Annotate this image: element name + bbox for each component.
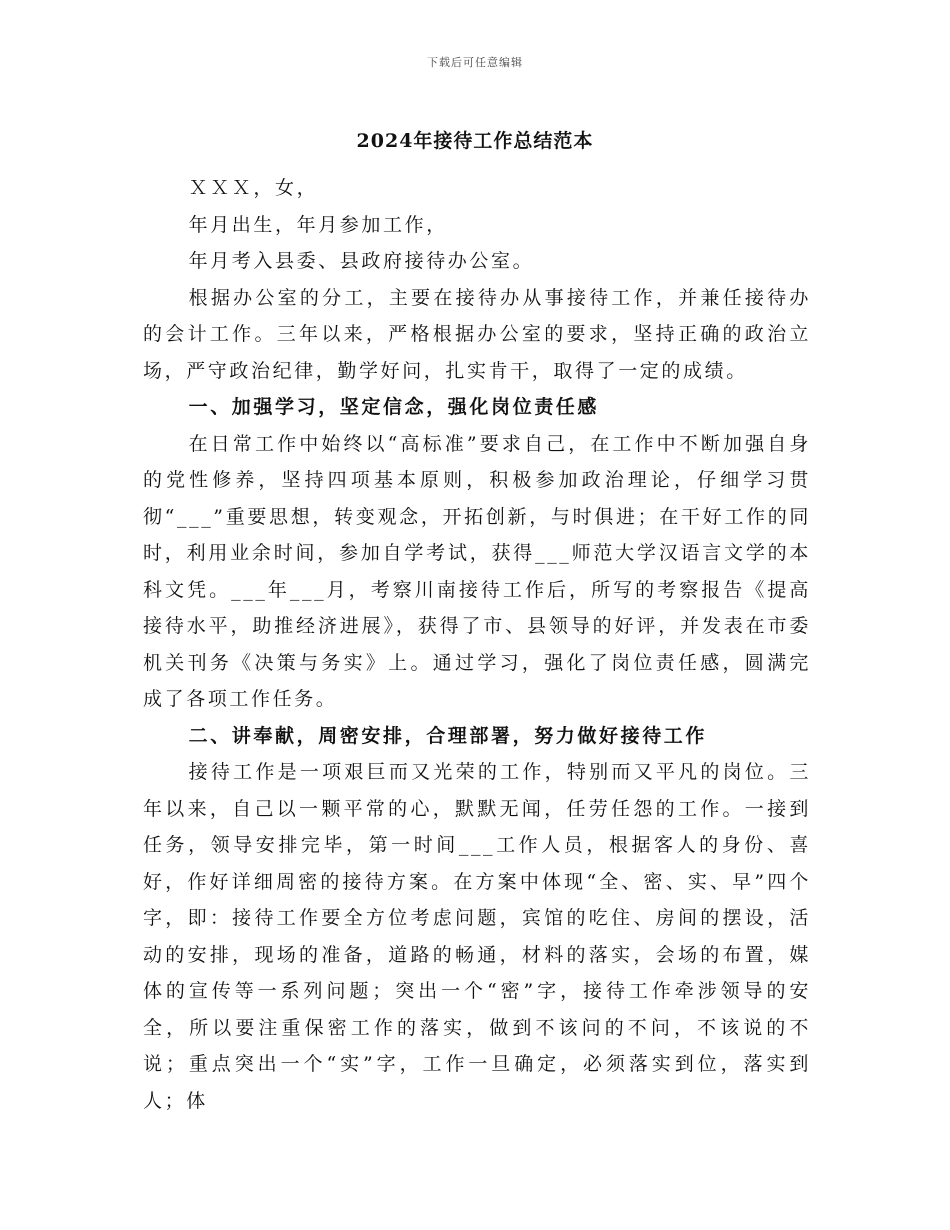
paragraph-study: 在日常工作中始终以“高标准”要求自己，在工作中不断加强自身的党性修养，坚持四项基本原则，积极参加政治理论，仔细学习贯彻“___”重要思想，转变观念，开拓创新，与时俱进；在干好工作的同时，利用业余时间，参加自学考试，获得___师范大学汉语言文学的本科文凭。___年___月，考察川南接待工作后，所写的考察报告《提高接待水平，助推经济进展》，获得了市、县领导的好评，并发表在市委机关刊务《决策与务实》上。通过学习，强化了岗位责任感，圆满完成了各项工作任务。 <box>143 432 811 710</box>
paragraph-name-gender: ＸＸＸ，女， <box>188 177 319 199</box>
page-header-note: 下载后可任意编辑 <box>427 56 523 69</box>
section-heading-2: 二、讲奉献，周密安排，合理部署，努力做好接待工作 <box>188 724 707 747</box>
document-body <box>143 170 811 1119</box>
section-heading-1: 一、加强学习，坚定信念，强化岗位责任感 <box>188 396 599 418</box>
document-title: 2024年接待工作总结范本 <box>356 130 594 152</box>
paragraph-reception: 接待工作是一项艰巨而又光荣的工作，特别而又平凡的岗位。三年以来，自己以一颗平常的心，默默无闻，任劳任怨的工作。一接到任务，领导安排完毕，第一时间___工作人员，根据客人的身份、喜好，作好详细周密的接待方案。在方案中体现“全、密、实、早”四个字，即：接待工作要全方位考虑问题，宾馆的吃住、房间的摆设，活动的安排，现场的准备，道路的畅通，材料的落实，会场的布置，媒体的宣传等一系列问题；突出一个“密”字，接待工作牵涉领导的安全，所以要注重保密工作的落实，做到不该问的不问，不该说的不说；重点突出一个“实”字，工作一旦确定，必须落实到位，落实到人；体 <box>143 761 811 1112</box>
paragraph-birth-work: 年月出生，年月参加工作， <box>188 213 448 236</box>
paragraph-join-office: 年月考入县委、县政府接待办公室。 <box>188 250 535 272</box>
paragraph-intro: 根据办公室的分工，主要在接待办从事接待工作，并兼任接待办的会计工作。三年以来，严格根据办公室的要求，坚持正确的政治立场，严守政治纪律，勤学好问，扎实肯干，取得了一定的成绩。 <box>143 286 811 382</box>
